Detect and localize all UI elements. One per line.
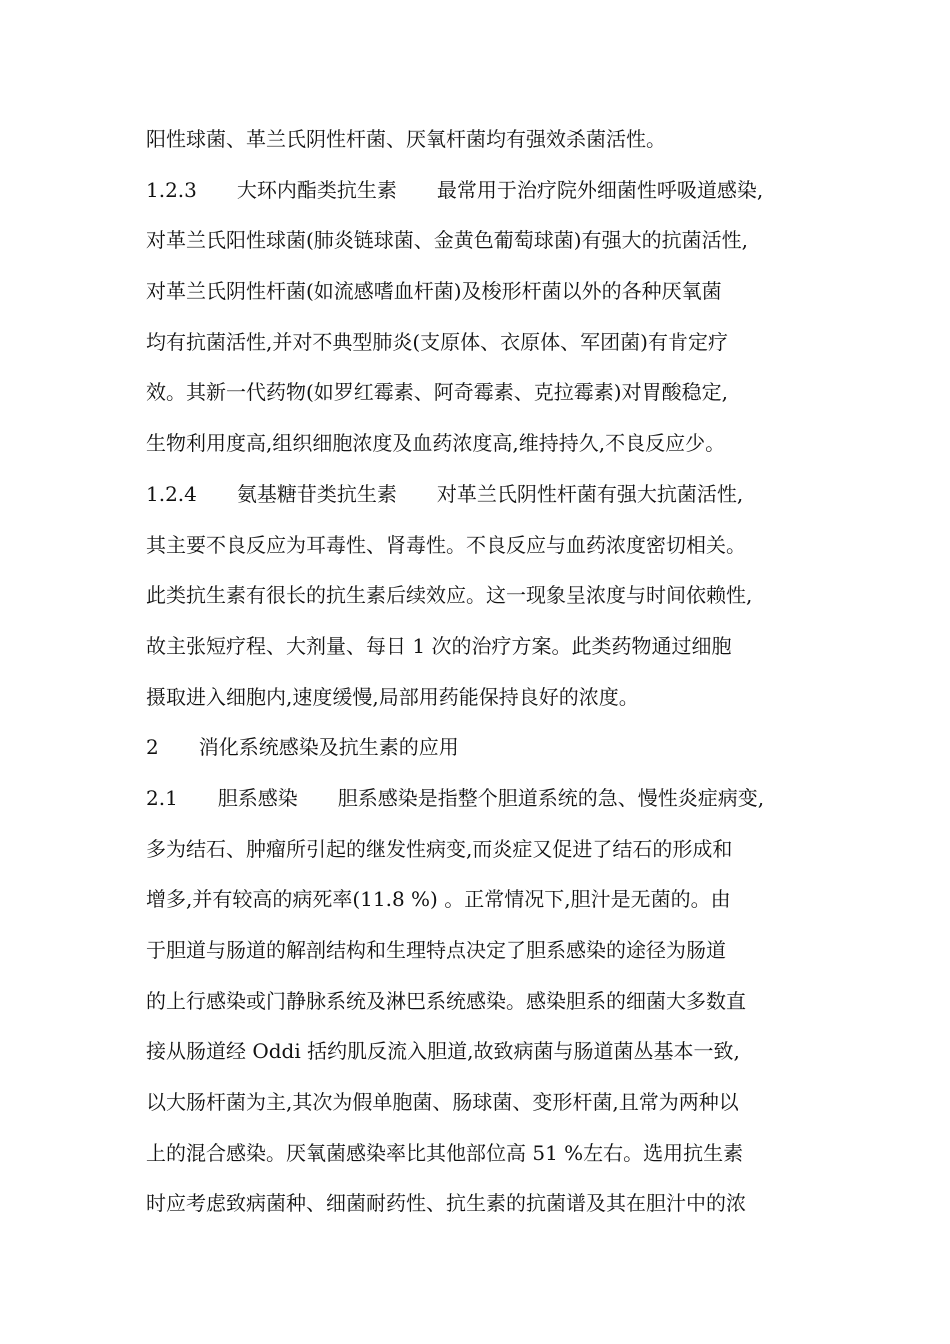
text-line: 时应考虑致病菌种、细菌耐药性、抗生素的抗菌谱及其在胆汁中的浓	[146, 1191, 746, 1216]
text-line: 接从肠道经 Oddi 括约肌反流入胆道,故致病菌与肠道菌丛基本一致,	[146, 1039, 740, 1064]
text-line: 对革兰氏阴性杆菌(如流感嗜血杆菌)及梭形杆菌以外的各种厌氧菌	[146, 279, 722, 304]
text-line: 效。其新一代药物(如罗红霉素、阿奇霉素、克拉霉素)对胃酸稳定,	[146, 380, 728, 405]
text-line: 对革兰氏阳性球菌(肺炎链球菌、金黄色葡萄球菌)有强大的抗菌活性,	[146, 228, 748, 253]
text-line: 其主要不良反应为耳毒性、肾毒性。不良反应与血药浓度密切相关。	[146, 532, 746, 557]
text-line: 上的混合感染。厌氧菌感染率比其他部位高 51 %左右。选用抗生素	[146, 1140, 744, 1165]
text-line: 的上行感染或门静脉系统及淋巴系统感染。感染胆系的细菌大多数直	[146, 988, 746, 1013]
text-line: 多为结石、肿瘤所引起的继发性病变,而炎症又促进了结石的形成和	[146, 836, 733, 861]
body-text	[146, 114, 826, 1229]
text-line: 摄取进入细胞内,速度缓慢,局部用药能保持良好的浓度。	[146, 684, 639, 709]
section-heading-2-1: 2.1 胆系感染 胆系感染是指整个胆道系统的急、慢性炎症病变,	[146, 785, 765, 810]
text-line: 生物利用度高,组织细胞浓度及血药浓度高,维持持久,不良反应少。	[146, 431, 726, 456]
text-line: 于胆道与肠道的解剖结构和生理特点决定了胆系感染的途径为肠道	[146, 938, 726, 962]
text-line: 增多,并有较高的病死率(11.8 %) 。正常情况下,胆汁是无菌的。由	[146, 887, 731, 912]
section-heading-1-2-4: 1.2.4 氨基糖苷类抗生素 对革兰氏阴性杆菌有强大抗菌活性,	[146, 481, 744, 506]
text-line: 均有抗菌活性,并对不典型肺炎(支原体、衣原体、军团菌)有肯定疗	[146, 329, 728, 354]
text-line: 此类抗生素有很长的抗生素后续效应。这一现象呈浓度与时间依赖性,	[146, 583, 753, 608]
text-line: 阳性球菌、革兰氏阴性杆菌、厌氧杆菌均有强效杀菌活性。	[146, 127, 666, 151]
text-line: 故主张短疗程、大剂量、每日 1 次的治疗方案。此类药物通过细胞	[146, 633, 732, 658]
section-heading-1-2-3: 1.2.3 大环内酯类抗生素 最常用于治疗院外细菌性呼吸道感染,	[146, 177, 764, 202]
section-heading-2: 2 消化系统感染及抗生素的应用	[146, 735, 459, 760]
text-line: 以大肠杆菌为主,其次为假单胞菌、肠球菌、变形杆菌,且常为两种以	[146, 1090, 739, 1115]
